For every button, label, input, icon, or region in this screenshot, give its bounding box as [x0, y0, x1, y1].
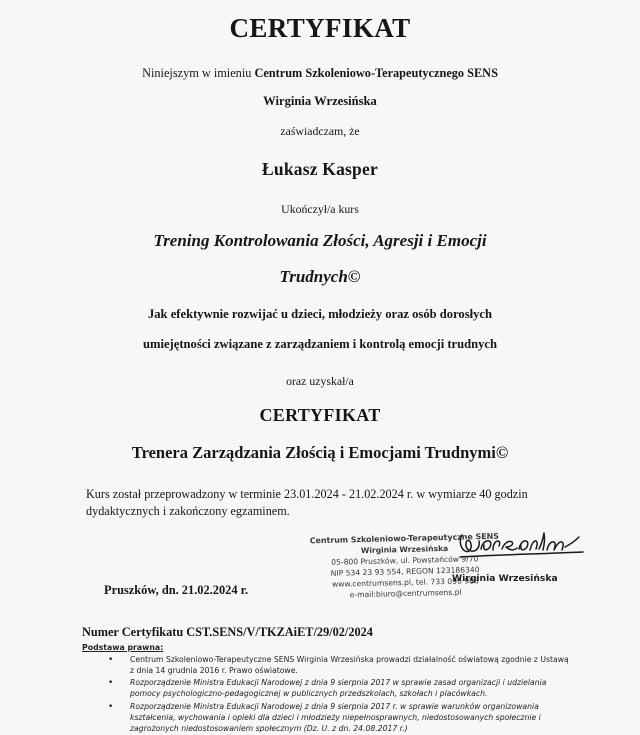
signature-caption: Wirginia Wrzesińska	[452, 573, 558, 585]
stamp-tax-ids: NIP 534 23 93 554, REGON 123186340	[330, 565, 480, 579]
course-title-line-2: Trudnych©	[279, 266, 361, 286]
course-description-line-1: Jak efektywnie rozwijać u dzieci, młodzieży oraz osób dorosłych	[147, 306, 493, 321]
course-info-paragraph: Kurs został przeprowadzony w terminie 23.01.2024 - 21.02.2024 r. w wymiarze 40 godzin dydaktycznych i zakończony egzaminem.	[86, 486, 528, 519]
course-title-line-1: Trening Kontrolowania Złości, Agresji i Emocji	[153, 231, 487, 251]
issuer-name: Wirginia Wrzesińska	[263, 94, 377, 109]
course-description-line-2: umiejętności związane z zarządzaniem i kontrolą emocji trudnych	[142, 336, 498, 351]
attest-line: zaświadczam, że	[280, 124, 360, 139]
obtained-line: oraz uzyskał/a	[286, 373, 354, 388]
handwritten-signature	[457, 527, 587, 567]
place-and-date: Pruszków, dn. 21.02.2024 r.	[104, 583, 249, 598]
recipient-name: Łukasz Kasper	[262, 159, 378, 180]
issuer-organization: Centrum Szkoleniowo-Terapeutycznego SENS	[254, 65, 498, 80]
trainer-title: Trenera Zarządzania Złością i Emocjami Trudnymi©	[131, 442, 509, 462]
stamp-organization: Centrum Szkoleniowo-Terapeutyczne SENS	[309, 531, 499, 546]
list-item: • Centrum Szkoleniowo-Terapeutyczne SENS Wirginia Wrzesińska prowadzi działalność oświatową zgodnie z Ustawą z dnia 14 grudnia 2016 r. Prawo oświatowe.	[108, 655, 574, 677]
certificate-number: Numer Certyfikatu CST.SENS/V/TKZAiET/29/02/2024	[82, 625, 373, 640]
page-title: CERTYFIKAT	[229, 13, 411, 43]
completed-line: Ukończył/a kurs	[281, 202, 359, 217]
stamp-email: e-mail:biuro@centrumsens.pl	[349, 588, 462, 600]
issuer-intro-line	[52, 66, 588, 81]
stamp-web-and-phone: www.centrumsens.pl, tel. 733 090 988	[331, 576, 479, 590]
stamp-owner: Wirginia Wrzesińska	[360, 544, 449, 556]
list-item: • Rozporządzenie Ministra Edukacji Narodowej z dnia 9 sierpnia 2017 r. w sprawie warunków organizowania kształcenia, wychowania i opieki dla dzieci i młodzieży niepełnosprawnych, niedostosowanych społecznie i zagrożonych niedostosowaniem społecznym (Dz. U. z dn. 24.08.2017 r.)	[108, 702, 574, 735]
legal-basis-list	[52, 655, 588, 735]
certificate-subtitle: CERTYFIKAT	[259, 404, 381, 425]
signature-and-stamp-area	[52, 527, 588, 613]
list-item: • Rozporządzenie Ministra Edukacji Narodowej z dnia 9 sierpnia 2017 w sprawie zasad organizacji i udzielania pomocy psychologiczno-pedagogicznej w publicznych przedszkolach, szkołach i placówkach.	[108, 678, 574, 700]
legal-basis-heading: Podstawa prawna:	[82, 643, 164, 653]
issuer-intro-prefix: Niniejszym w imieniu	[142, 65, 255, 80]
certificate-page	[0, 13, 640, 733]
stamp-address: 05-800 Pruszków, ul. Powstańców 9/70	[331, 554, 479, 568]
